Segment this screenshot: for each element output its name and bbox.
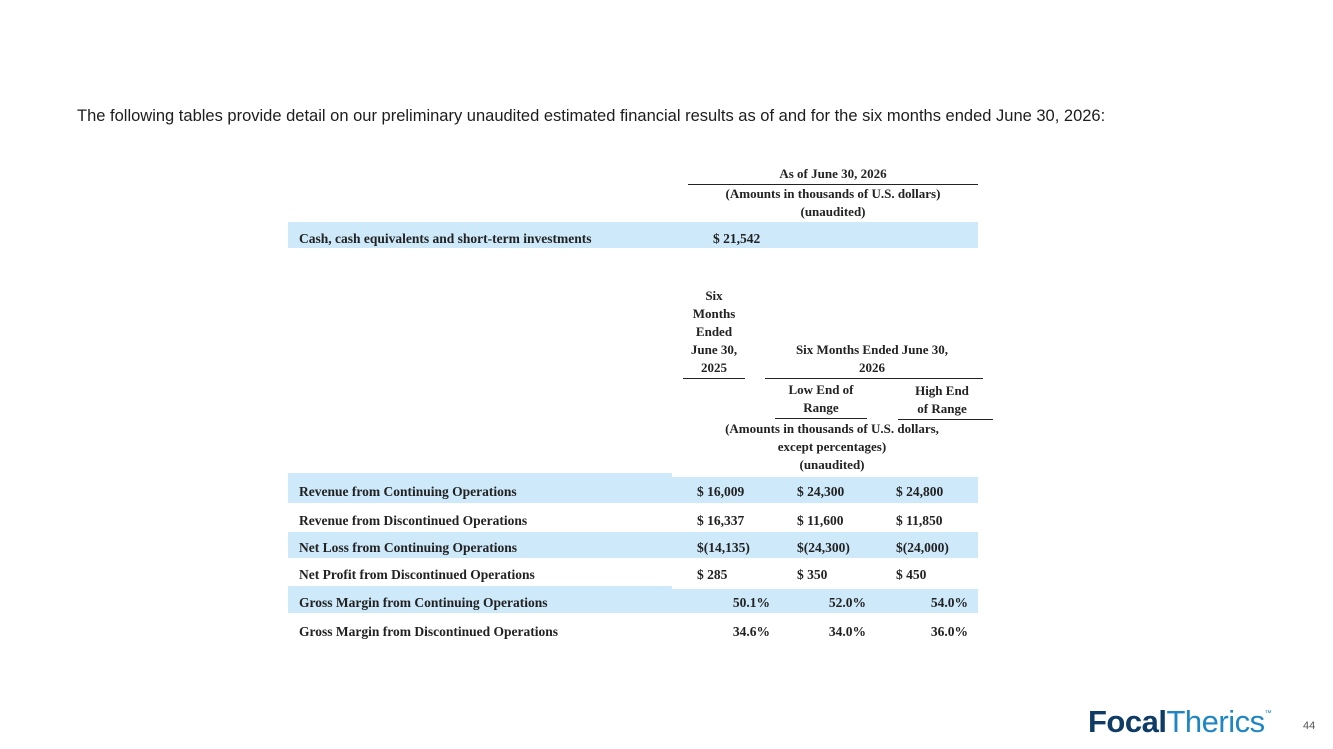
row-label: Net Loss from Continuing Operations <box>299 540 518 555</box>
cell-2025: $ 16,009 <box>697 484 745 499</box>
header-line: Months <box>692 306 736 321</box>
cell-2025: $ 285 <box>697 567 728 582</box>
cell-low: $ 24,300 <box>797 484 845 499</box>
table2-high-header <box>897 382 987 418</box>
cell-2025: 34.6% <box>732 624 770 639</box>
cell-high: $ 24,800 <box>896 484 944 499</box>
header-line: (Amounts in thousands of U.S. dollars, <box>725 421 939 436</box>
table1-header-units: (Amounts in thousands of U.S. dollars) <box>725 186 941 201</box>
table2-group-header <box>762 341 982 377</box>
cell-2025: $ 16,337 <box>697 513 745 528</box>
header-line: Ended <box>695 324 733 339</box>
focaltherics-logo <box>1088 704 1271 740</box>
header-line: Six <box>705 288 723 303</box>
table1-header <box>688 165 978 221</box>
logo-trademark: ™ <box>1264 710 1272 717</box>
header-line: except percentages) <box>777 439 887 454</box>
header-line: 2025 <box>701 360 727 375</box>
group-underline <box>765 378 983 379</box>
header-line: 2026 <box>859 360 885 375</box>
cell-high: 54.0% <box>930 595 968 610</box>
table1-row-value: $ 21,542 <box>713 231 761 246</box>
cell-low: $(24,300) <box>797 540 850 555</box>
header-line: of Range <box>917 401 967 416</box>
table1-header-unaudited: (unaudited) <box>800 204 866 219</box>
cell-low: $ 350 <box>797 567 828 582</box>
cell-low: 34.0% <box>828 624 866 639</box>
col-2025-underline <box>683 378 745 379</box>
cell-low: 52.0% <box>828 595 866 610</box>
cell-2025: 50.1% <box>732 595 770 610</box>
table1-row-label: Cash, cash equivalents and short-term investments <box>299 231 592 246</box>
cell-high: $ 450 <box>896 567 927 582</box>
table1-header-date: As of June 30, 2026 <box>688 165 978 185</box>
row-label: Revenue from Discontinued Operations <box>299 513 528 528</box>
table2-col-2025-header <box>672 287 756 377</box>
low-underline <box>775 418 867 419</box>
row-label: Net Profit from Discontinued Operations <box>299 567 535 582</box>
header-line: High End <box>915 383 969 398</box>
cell-high: $(24,000) <box>896 540 949 555</box>
header-line: Six Months Ended June 30, <box>795 342 949 357</box>
table2-units-header <box>692 420 972 474</box>
logo-therics: Therics <box>1166 704 1265 739</box>
cell-high: $ 11,850 <box>896 513 943 528</box>
logo-focal: Focal <box>1088 704 1167 739</box>
row-label: Gross Margin from Continuing Operations <box>299 595 548 610</box>
row-label: Revenue from Continuing Operations <box>299 484 517 499</box>
cell-2025: $(14,135) <box>697 540 750 555</box>
cell-low: $ 11,600 <box>797 513 844 528</box>
table2-low-header <box>772 381 870 417</box>
intro-text: The following tables provide detail on our preliminary unaudited estimated financial results as of and for the six months ended June 30, 2026: <box>77 107 1106 125</box>
header-line: June 30, <box>690 342 738 357</box>
header-line: (unaudited) <box>799 457 865 472</box>
cell-high: 36.0% <box>930 624 968 639</box>
page-number: 44 <box>1303 720 1316 732</box>
header-line: Low End of <box>788 382 854 397</box>
header-line: Range <box>803 400 839 415</box>
row-label: Gross Margin from Discontinued Operations <box>299 624 559 639</box>
